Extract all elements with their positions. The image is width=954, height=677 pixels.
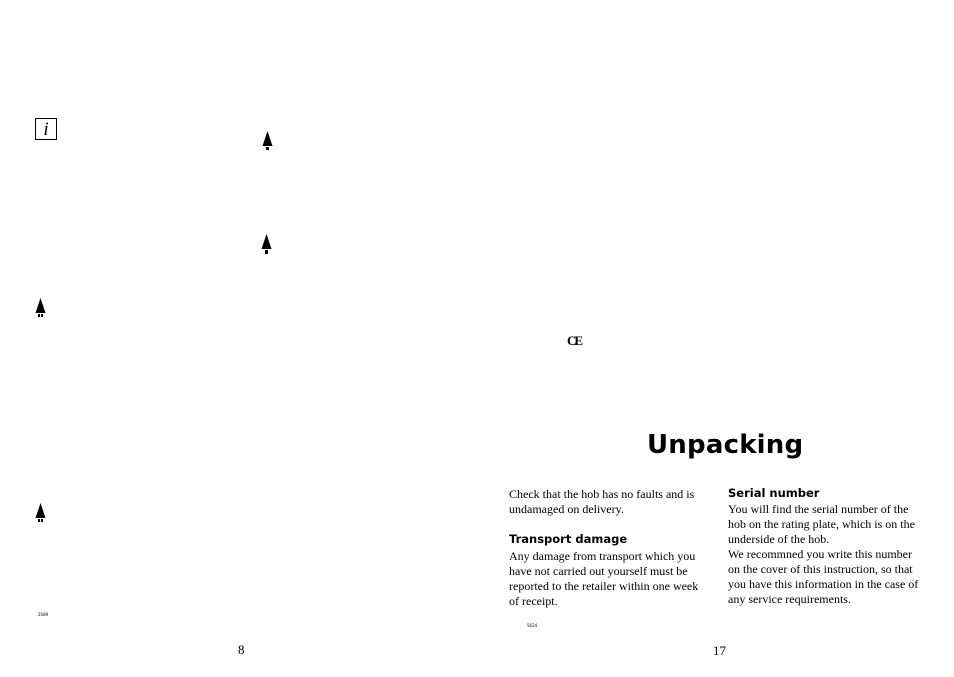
- warning-icon: [261, 234, 272, 254]
- warning-icon: [35, 298, 46, 318]
- transport-heading: Transport damage: [509, 532, 628, 546]
- transport-paragraph: Any damage from transport which you have not carried out yourself must be reported to the retailer within one week of receipt.: [509, 549, 699, 608]
- intro-paragraph: Check that the hob has no faults and is undamaged on delivery.: [509, 487, 695, 516]
- document-code: 5624: [527, 623, 538, 628]
- serial-paragraph: You will find the serial number of the hob on the rating plate, which is on the underside of the hob.: [728, 502, 915, 546]
- info-icon: i: [35, 118, 57, 140]
- ce-mark: CE: [567, 333, 582, 348]
- page-number: 17: [713, 643, 726, 658]
- serial-recommendation: We recommned you write this number on the cover of this instruction, so that you have this information in the case of any service requirements.: [728, 547, 919, 606]
- document-code: 2089: [38, 612, 49, 617]
- warning-icon: [35, 503, 46, 523]
- warning-icon: [262, 131, 273, 151]
- serial-heading: Serial number: [728, 486, 820, 500]
- page-title: Unpacking: [647, 430, 804, 460]
- page-number: 8: [238, 642, 245, 657]
